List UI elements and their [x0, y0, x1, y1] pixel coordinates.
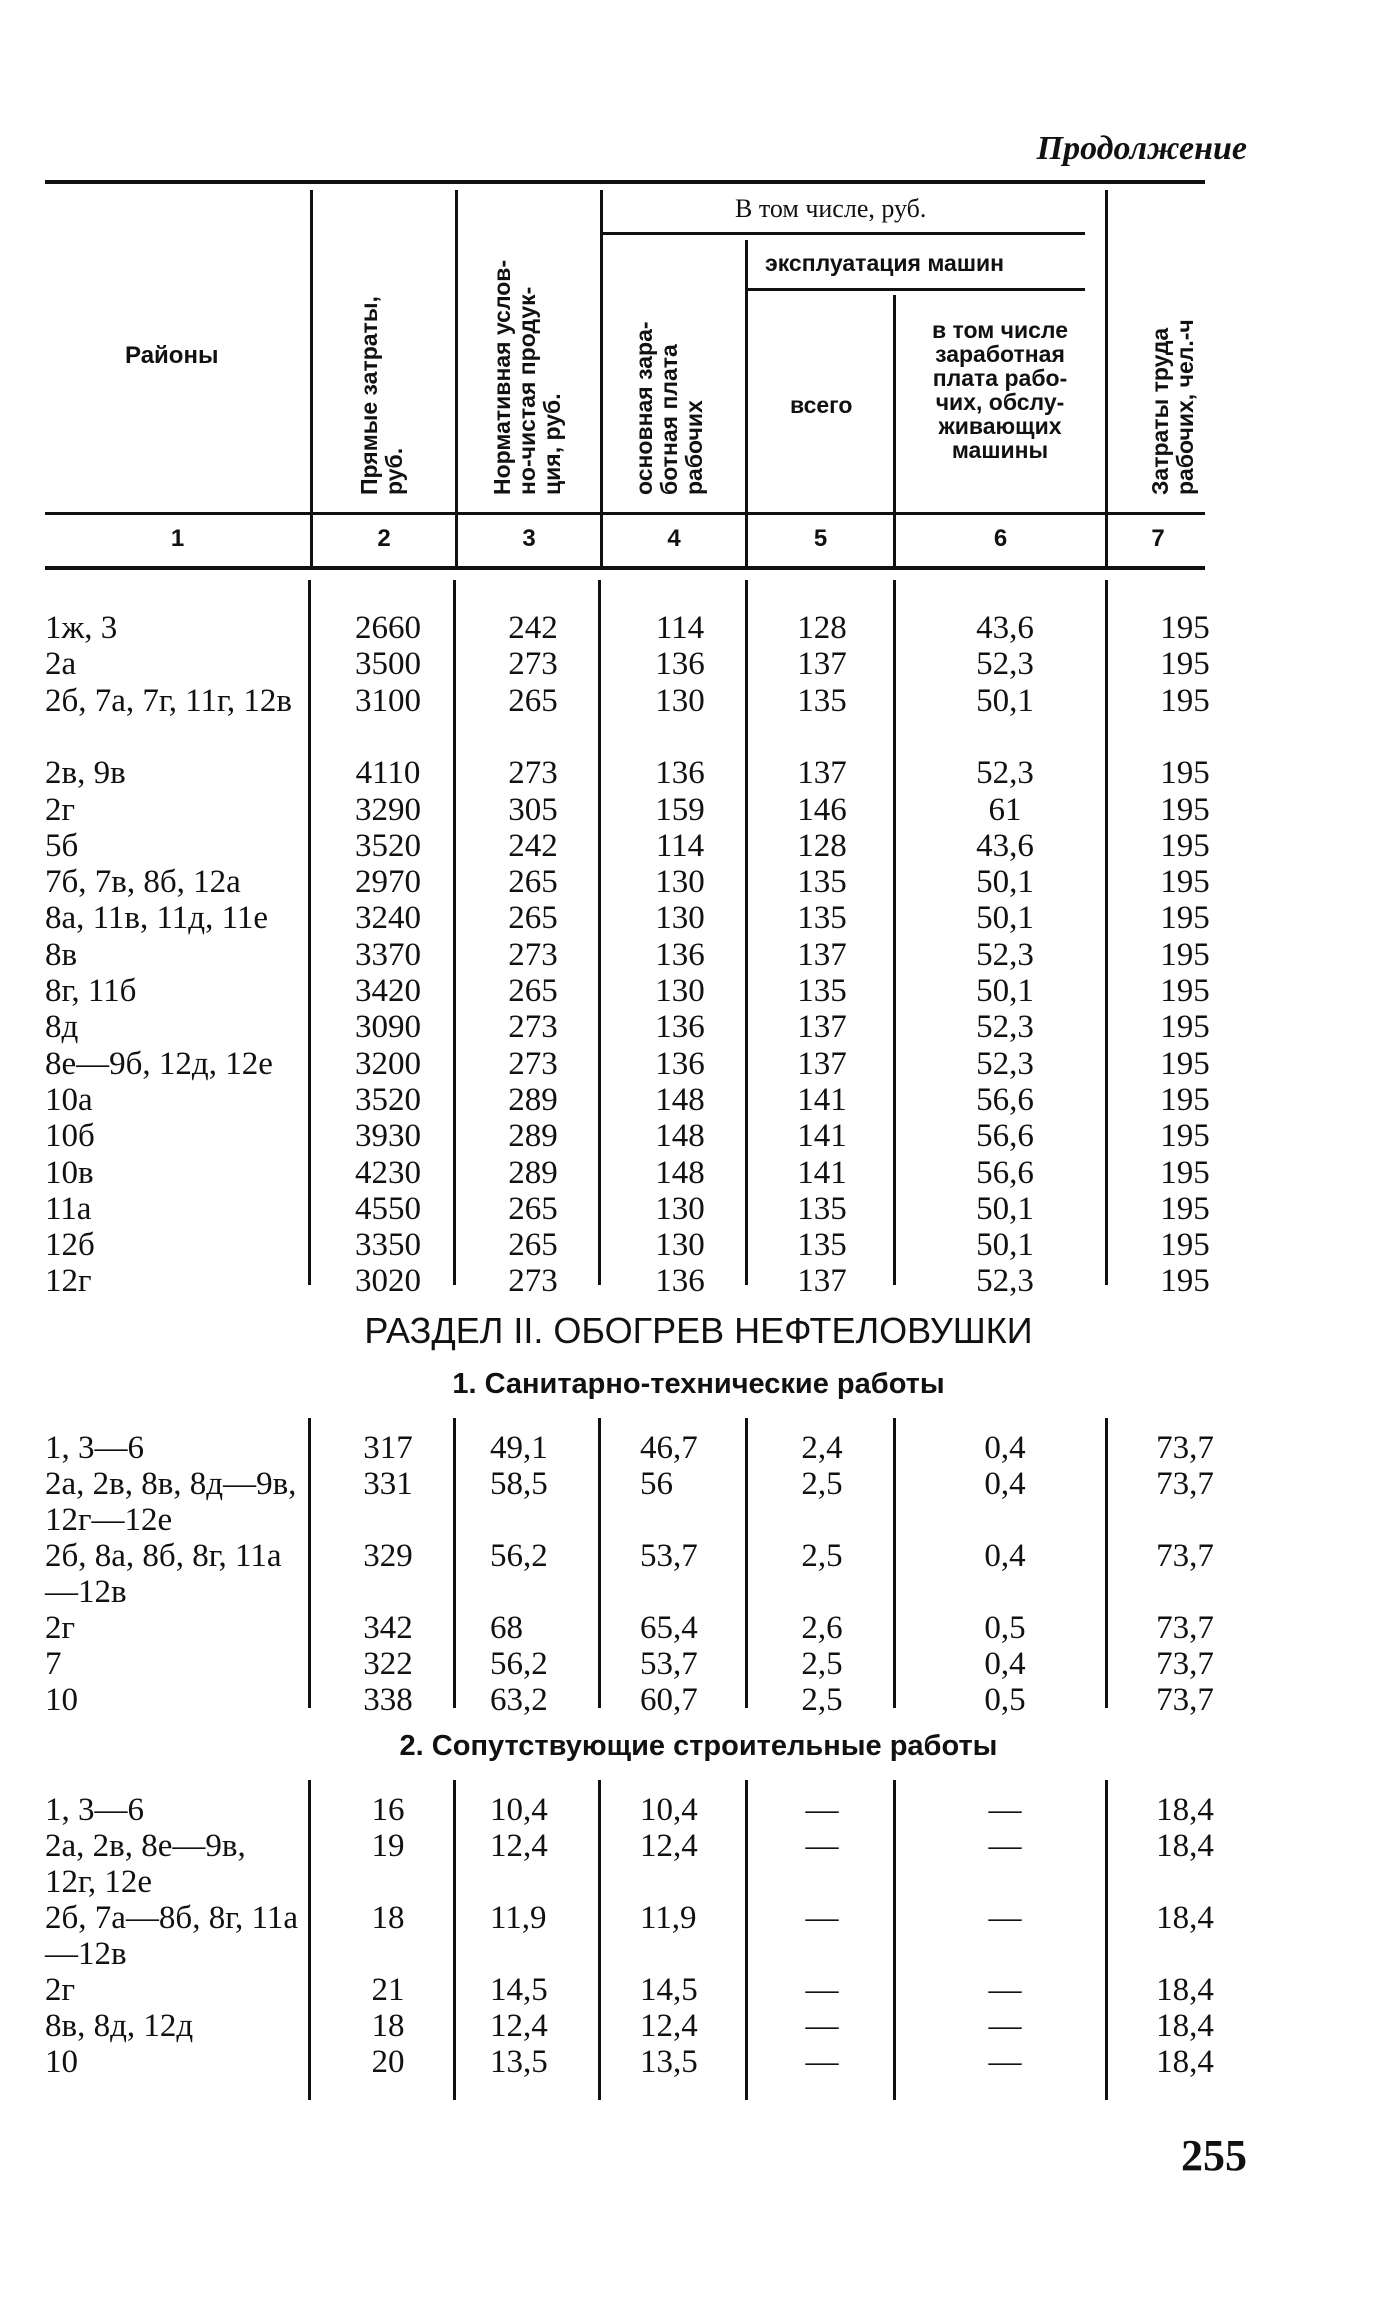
basic-wages-cell: 148 [655, 1118, 705, 1155]
district-cell: 10 [45, 1682, 78, 1718]
labor-costs-cell: 18,4 [1156, 1828, 1214, 1864]
direct-costs-cell: 21 [371, 1972, 405, 2008]
district-cell: 2в, 9в [45, 755, 126, 792]
machine-total-cell: — [805, 1900, 839, 1936]
machine-total-cell: 137 [797, 936, 847, 973]
labor-costs-cell: 195 [1160, 610, 1210, 646]
direct-costs-cell: 4550 [355, 1190, 421, 1227]
basic-wages-cell: 136 [655, 936, 705, 973]
machine-wages-cell: 0,4 [984, 1538, 1026, 1574]
header-divider-6 [1105, 190, 1108, 566]
direct-costs-cell: 342 [363, 1610, 413, 1646]
machine-wages-cell: 52,3 [976, 1045, 1034, 1082]
labor-costs-cell: 195 [1160, 1045, 1210, 1082]
direct-costs-cell: 4110 [355, 755, 421, 792]
labor-costs-cell: 195 [1160, 1190, 1210, 1227]
column-number-7: 7 [1151, 525, 1165, 552]
normative-output-cell: 265 [508, 864, 558, 901]
table1-row [0, 1227, 1397, 1263]
direct-costs-cell: 3930 [355, 1118, 421, 1155]
machine-total-cell: 135 [797, 1227, 847, 1264]
labor-costs-cell: 195 [1160, 936, 1210, 973]
normative-output-cell: 265 [508, 900, 558, 937]
normative-output-cell: 273 [508, 755, 558, 792]
labor-costs-cell: 18,4 [1156, 2008, 1214, 2044]
normative-output-cell: 49,1 [490, 1430, 548, 1466]
direct-costs-cell: 3520 [355, 1081, 421, 1118]
machine-total-cell: 137 [797, 1263, 847, 1300]
machine-total-cell: 141 [797, 1154, 847, 1191]
normative-output-cell: 289 [508, 1081, 558, 1118]
basic-wages-cell: 148 [655, 1081, 705, 1118]
table1-row [0, 1118, 1397, 1154]
basic-wages-cell: 130 [655, 973, 705, 1009]
normative-output-cell: 63,2 [490, 1682, 548, 1718]
table1-row [0, 646, 1397, 682]
basic-wages-cell: 136 [655, 755, 705, 792]
labor-costs-cell: 18,4 [1156, 1972, 1214, 2008]
direct-costs-cell: 3500 [355, 646, 421, 683]
machine-wages-cell: 0,4 [984, 1430, 1026, 1466]
basic-wages-cell: 136 [655, 1045, 705, 1082]
header-divider-1 [310, 190, 313, 566]
machine-wages-cell: — [988, 1792, 1022, 1828]
table1-row [0, 828, 1397, 864]
basic-wages-cell: 12,4 [640, 1828, 698, 1864]
district-cell: 8е—9б, 12д, 12е [45, 1045, 273, 1082]
machine-wages-cell: 50,1 [976, 1190, 1034, 1227]
labor-costs-cell: 195 [1160, 1154, 1210, 1191]
machine-wages-cell: 50,1 [976, 900, 1034, 937]
direct-costs-cell: 3200 [355, 1045, 421, 1082]
district-cell: 8г, 11б [45, 973, 137, 1009]
district-cell: 2г [45, 1610, 76, 1646]
machine-wages-cell: — [988, 1900, 1022, 1936]
table1-row [0, 610, 1397, 646]
labor-costs-cell: 195 [1160, 827, 1210, 864]
district-cell: 10б [45, 1118, 95, 1155]
column-number-3: 3 [522, 525, 536, 552]
column-number-1: 1 [170, 525, 185, 552]
machine-wages-cell: 52,3 [976, 1263, 1034, 1300]
normative-output-cell: 13,5 [490, 2044, 548, 2080]
machine-total-cell: — [805, 2008, 839, 2044]
normative-output-cell: 273 [508, 646, 558, 683]
district-cell: 5б [45, 827, 79, 864]
machine-wages-cell: — [988, 2044, 1022, 2080]
table1-row [0, 1046, 1397, 1082]
direct-costs-cell: 317 [363, 1430, 413, 1466]
machine-wages-cell: 0,4 [984, 1646, 1026, 1682]
labor-costs-cell: 195 [1160, 1263, 1210, 1300]
table3-row [0, 2044, 1397, 2080]
basic-wages-cell: 148 [655, 1154, 705, 1191]
basic-wages-cell: 53,7 [640, 1646, 698, 1682]
machine-wages-cell: 50,1 [976, 1227, 1034, 1264]
machine-wages-cell: 52,3 [976, 1009, 1034, 1046]
column-number-5: 5 [813, 525, 828, 552]
direct-costs-cell: 18 [371, 1900, 405, 1936]
labor-costs-cell: 195 [1160, 864, 1210, 901]
machine-total-cell: 2,5 [801, 1466, 843, 1502]
labor-costs-cell: 195 [1160, 1081, 1210, 1118]
labor-costs-cell: 18,4 [1156, 1792, 1214, 1828]
basic-wages-cell: 10,4 [640, 1792, 698, 1828]
header-direct-costs: Прямые затраты, руб. [356, 296, 407, 495]
labor-costs-cell: 195 [1160, 1118, 1210, 1155]
basic-wages-cell: 60,7 [640, 1682, 698, 1718]
table1-row [0, 755, 1397, 791]
district-cell: 2г [45, 1972, 76, 2008]
basic-wages-cell: 46,7 [640, 1430, 698, 1466]
district-cell: 2а, 2в, 8е—9в, 12г, 12е [45, 1828, 246, 1900]
machine-total-cell: 137 [797, 1009, 847, 1046]
direct-costs-cell: 322 [363, 1646, 413, 1682]
machine-wages-cell: — [988, 2008, 1022, 2044]
basic-wages-cell: 136 [655, 1009, 705, 1046]
direct-costs-cell: 3020 [355, 1263, 421, 1300]
machine-total-cell: 128 [797, 827, 847, 864]
district-cell: 11а [45, 1190, 92, 1227]
basic-wages-cell: 56 [640, 1466, 673, 1502]
table1-row [0, 1263, 1397, 1299]
header-divider-4 [745, 240, 748, 566]
header-total: всего [790, 392, 853, 418]
direct-costs-cell: 3350 [355, 1227, 421, 1264]
labor-costs-cell: 195 [1160, 646, 1210, 683]
machine-total-cell: 2,5 [801, 1646, 843, 1682]
district-cell: 2а [45, 646, 77, 683]
machine-wages-cell: — [988, 1828, 1022, 1864]
page-number: 255 [1181, 2131, 1247, 2180]
machine-wages-cell: — [988, 1972, 1022, 2008]
normative-output-cell: 10,4 [490, 1792, 548, 1828]
table3-row [0, 1792, 1397, 1828]
labor-costs-cell: 195 [1160, 755, 1210, 792]
machine-total-cell: — [805, 1972, 839, 2008]
district-cell: 1ж, 3 [45, 610, 118, 646]
basic-wages-cell: 12,4 [640, 2008, 698, 2044]
table3-row [0, 1972, 1397, 2008]
normative-output-cell: 273 [508, 936, 558, 973]
machine-wages-cell: 52,3 [976, 936, 1034, 973]
table1-row [0, 900, 1397, 936]
table1-row [0, 864, 1397, 900]
machine-total-cell: 2,5 [801, 1538, 843, 1574]
normative-output-cell: 305 [508, 791, 558, 828]
labor-costs-cell: 195 [1160, 973, 1210, 1009]
header-including-group: В том числе, руб. [735, 194, 927, 223]
normative-output-cell: 289 [508, 1154, 558, 1191]
machine-wages-cell: 61 [988, 791, 1022, 828]
labor-costs-cell: 195 [1160, 791, 1210, 828]
district-cell: 7б, 7в, 8б, 12а [45, 864, 241, 901]
district-cell: 10а [45, 1081, 93, 1118]
machine-wages-cell: 52,3 [976, 755, 1034, 792]
machine-total-cell: — [805, 1828, 839, 1864]
basic-wages-cell: 130 [655, 900, 705, 937]
machine-total-cell: 2,6 [801, 1610, 843, 1646]
machine-total-cell: 128 [797, 610, 847, 646]
labor-costs-cell: 195 [1160, 900, 1210, 937]
machine-total-cell: 135 [797, 1190, 847, 1227]
district-cell: 2а, 2в, 8в, 8д—9в, 12г—12е [45, 1466, 297, 1538]
table1-row [0, 1155, 1397, 1191]
machine-wages-cell: 50,1 [976, 682, 1034, 719]
direct-costs-cell: 3520 [355, 827, 421, 864]
labor-costs-cell: 73,7 [1156, 1466, 1214, 1502]
header-labor-costs: Затраты труда рабочих, чел.-ч [1147, 319, 1198, 495]
labor-costs-cell: 73,7 [1156, 1538, 1214, 1574]
basic-wages-cell: 11,9 [640, 1900, 697, 1936]
district-cell: 8в, 8д, 12д [45, 2008, 194, 2044]
direct-costs-cell: 20 [371, 2044, 405, 2080]
basic-wages-cell: 65,4 [640, 1610, 698, 1646]
continued-label: Продолжение [1036, 130, 1247, 167]
direct-costs-cell: 19 [371, 1828, 405, 1864]
basic-wages-cell: 130 [655, 1227, 705, 1264]
normative-output-cell: 56,2 [490, 1646, 548, 1682]
labor-costs-cell: 18,4 [1156, 1900, 1214, 1936]
machine-wages-cell: 50,1 [976, 973, 1034, 1009]
basic-wages-cell: 130 [655, 864, 705, 901]
district-cell: 2г [45, 791, 76, 828]
table2-row [0, 1610, 1397, 1646]
normative-output-cell: 14,5 [490, 1972, 548, 2008]
section-title: РАЗДЕЛ II. ОБОГРЕВ НЕФТЕЛОВУШКИ [364, 1310, 1033, 1351]
basic-wages-cell: 53,7 [640, 1538, 698, 1574]
normative-output-cell: 265 [508, 1190, 558, 1227]
direct-costs-cell: 2660 [355, 610, 421, 646]
labor-costs-cell: 73,7 [1156, 1682, 1214, 1718]
machine-total-cell: 141 [797, 1081, 847, 1118]
column-number-6: 6 [993, 525, 1008, 552]
machine-wages-cell: 50,1 [976, 864, 1034, 901]
basic-wages-cell: 136 [655, 1263, 705, 1300]
table1-row [0, 1082, 1397, 1118]
table1-row [0, 973, 1397, 1009]
direct-costs-cell: 3370 [355, 936, 421, 973]
basic-wages-cell: 114 [655, 610, 705, 646]
header-divider-3 [600, 190, 603, 566]
direct-costs-cell: 3100 [355, 682, 421, 719]
colnum-rule [45, 566, 1205, 570]
labor-costs-cell: 73,7 [1156, 1430, 1214, 1466]
basic-wages-cell: 130 [655, 682, 705, 719]
labor-costs-cell: 73,7 [1156, 1646, 1214, 1682]
district-cell: 2б, 7а, 7г, 11г, 12в [45, 682, 292, 719]
header-basic-wages: основная зара- ботная плата рабочих [631, 321, 707, 495]
direct-costs-cell: 16 [371, 1792, 405, 1828]
machine-wages-cell: 56,6 [976, 1081, 1034, 1118]
normative-output-cell: 242 [508, 827, 558, 864]
basic-wages-cell: 14,5 [640, 1972, 698, 2008]
direct-costs-cell: 3240 [355, 900, 421, 937]
direct-costs-cell: 338 [363, 1682, 413, 1718]
normative-output-cell: 12,4 [490, 2008, 548, 2044]
direct-costs-cell: 4230 [355, 1154, 421, 1191]
header-bottom-rule [45, 512, 1205, 515]
direct-costs-cell: 3090 [355, 1009, 421, 1046]
labor-costs-cell: 195 [1160, 1227, 1210, 1264]
district-cell: 1, 3—6 [45, 1792, 144, 1828]
machine-total-cell: 2,5 [801, 1682, 843, 1718]
machine-total-cell: 135 [797, 682, 847, 719]
table1-row [0, 1191, 1397, 1227]
basic-wages-cell: 159 [655, 791, 705, 828]
machine-total-cell: 137 [797, 646, 847, 683]
table2-row [0, 1538, 1397, 1610]
normative-output-cell: 273 [508, 1009, 558, 1046]
machine-wages-cell: 56,6 [976, 1154, 1034, 1191]
machine-total-cell: 137 [797, 1045, 847, 1082]
direct-costs-cell: 3290 [355, 791, 421, 828]
direct-costs-cell: 331 [363, 1466, 413, 1502]
table2-row [0, 1430, 1397, 1466]
header-divider-2 [455, 190, 458, 566]
district-cell: 12б [45, 1227, 95, 1264]
table1-row [0, 1009, 1397, 1045]
normative-output-cell: 58,5 [490, 1466, 548, 1502]
district-cell: 2б, 8а, 8б, 8г, 11а—12в [45, 1538, 282, 1610]
district-cell: 8д [45, 1009, 79, 1046]
basic-wages-cell: 13,5 [640, 2044, 698, 2080]
district-cell: 10 [45, 2044, 78, 2080]
table3-row [0, 2008, 1397, 2044]
table1-row [0, 937, 1397, 973]
labor-costs-cell: 18,4 [1156, 2044, 1214, 2080]
direct-costs-cell: 329 [363, 1538, 413, 1574]
labor-costs-cell: 195 [1160, 682, 1210, 719]
basic-wages-cell: 136 [655, 646, 705, 683]
table3-row [0, 1828, 1397, 1900]
table2-row [0, 1646, 1397, 1682]
basic-wages-cell: 130 [655, 1190, 705, 1227]
table1-row [0, 683, 1397, 719]
direct-costs-cell: 3420 [355, 973, 421, 1009]
table2-row [0, 1682, 1397, 1718]
machine-total-cell: 137 [797, 755, 847, 792]
header-districts: Районы [125, 342, 219, 369]
normative-output-cell: 265 [508, 682, 558, 719]
normative-output-cell: 56,2 [490, 1538, 548, 1574]
table2-row [0, 1466, 1397, 1538]
subgroup-rule [748, 288, 1085, 291]
machine-total-cell: — [805, 1792, 839, 1828]
column-number-4: 4 [667, 525, 681, 552]
normative-output-cell: 273 [508, 1045, 558, 1082]
direct-costs-cell: 18 [371, 2008, 405, 2044]
machine-wages-cell: 56,6 [976, 1118, 1034, 1155]
header-machine-wages: в том числе заработная плата рабо- чих, обслу- живающих машины [931, 317, 1069, 463]
machine-total-cell: 135 [797, 900, 847, 937]
district-cell: 7 [45, 1646, 62, 1682]
normative-output-cell: 265 [508, 973, 558, 1009]
district-cell: 12г [45, 1263, 92, 1300]
machine-total-cell: 135 [797, 864, 847, 901]
machine-total-cell: 146 [797, 791, 847, 828]
machine-wages-cell: 0,4 [984, 1466, 1026, 1502]
normative-output-cell: 273 [508, 1263, 558, 1300]
subsection1-title: 1. Санитарно-технические работы [452, 1368, 945, 1400]
machine-total-cell: — [805, 2044, 839, 2080]
basic-wages-cell: 114 [655, 827, 705, 864]
normative-output-cell: 12,4 [490, 1828, 548, 1864]
subsection2-title: 2. Сопутствующие строительные работы [399, 1730, 998, 1762]
machine-total-cell: 135 [797, 973, 847, 1009]
table3-row [0, 1900, 1397, 1972]
labor-costs-cell: 195 [1160, 1009, 1210, 1046]
district-cell: 10в [45, 1154, 94, 1191]
district-cell: 2б, 7а—8б, 8г, 11а—12в [45, 1900, 298, 1972]
table1-row [0, 792, 1397, 828]
normative-output-cell: 11,9 [490, 1900, 547, 1936]
machine-wages-cell: 0,5 [984, 1610, 1026, 1646]
header-normative-output: Нормативная услов- но-чистая продук- ция, руб. [489, 259, 565, 495]
machine-wages-cell: 0,5 [984, 1682, 1026, 1718]
machine-total-cell: 141 [797, 1118, 847, 1155]
direct-costs-cell: 2970 [355, 864, 421, 901]
normative-output-cell: 265 [508, 1227, 558, 1264]
normative-output-cell: 68 [490, 1610, 523, 1646]
header-machine-operation: эксплуатация машин [765, 250, 1005, 276]
header-top-rule [45, 180, 1205, 184]
group-rule [600, 232, 1085, 235]
district-cell: 1, 3—6 [45, 1430, 144, 1466]
district-cell: 8в [45, 936, 78, 973]
labor-costs-cell: 73,7 [1156, 1610, 1214, 1646]
machine-wages-cell: 43,6 [976, 827, 1034, 864]
district-cell: 8а, 11в, 11д, 11е [45, 900, 268, 937]
column-number-2: 2 [377, 525, 391, 552]
machine-wages-cell: 43,6 [976, 610, 1034, 646]
machine-total-cell: 2,4 [801, 1430, 843, 1466]
machine-wages-cell: 52,3 [976, 646, 1034, 683]
normative-output-cell: 242 [508, 610, 558, 646]
normative-output-cell: 289 [508, 1118, 558, 1155]
